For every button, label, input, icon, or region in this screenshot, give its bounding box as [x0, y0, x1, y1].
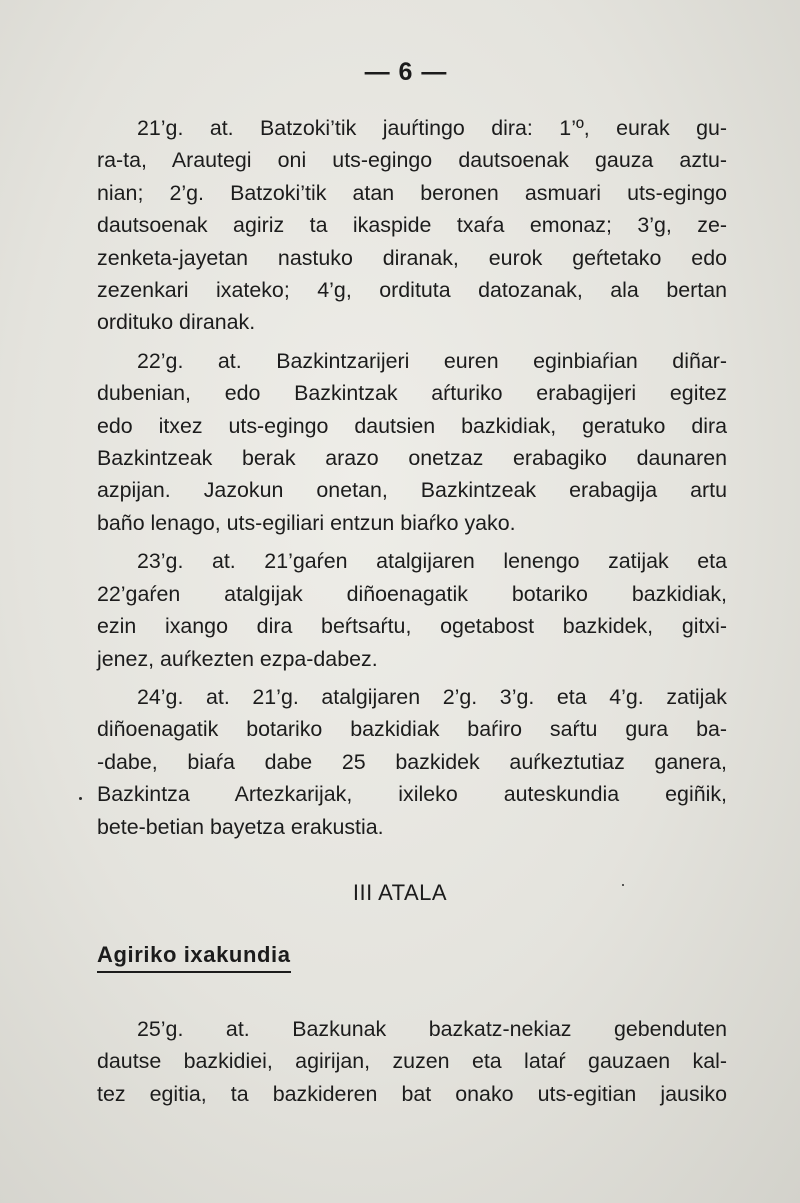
text-line: Bazkintzeak berak arazo onetzaz erabagiko daunaren [97, 446, 727, 471]
text-line: zenketa-jayetan nastuko diranak, eurok geŕtetako edo [97, 245, 727, 270]
subheading: Agiriko ixakundia [97, 942, 291, 973]
text-line: -dabe, biaŕa dabe 25 bazkidek auŕkeztutiaz ganera, [97, 749, 727, 774]
text-line: 21’g. at. Batzoki’tik jauŕtingo dira: 1’º, eurak gu- [137, 116, 727, 140]
article-21 [97, 112, 727, 339]
section-title: III ATALA [352, 880, 448, 905]
text-line: 22’gaŕen atalgijak diñoenagatik botariko bazkidiak, [97, 581, 727, 606]
text-line: ezin ixango dira beŕtsaŕtu, ogetabost bazkidek, gitxi- [97, 614, 727, 639]
text-line: 22’g. at. Bazkintzarijeri euren eginbiaŕian diñar- [137, 348, 727, 373]
text-line: 25’g. at. Bazkunak bazkatz-nekiaz gebenduten [137, 1017, 727, 1041]
text-line: tez egitia, ta bazkideren bat onako uts-egitian jausiko [97, 1081, 727, 1106]
text-line: dautse bazkidiei, agirijan, zuzen eta lataŕ gauzaen kal- [97, 1049, 727, 1074]
text-line: 24’g. at. 21’g. atalgijaren 2’g. 3’g. eta 4’g. zatijak [137, 684, 727, 709]
ink-speck [622, 884, 624, 886]
article-23 [97, 545, 727, 675]
article-24 [97, 681, 727, 843]
text-line: jenez, auŕkezten ezpa-dabez. [97, 646, 378, 671]
page-number: — 6 — [364, 58, 448, 86]
article-25 [97, 1013, 727, 1110]
final-article-block [97, 1013, 727, 1110]
text-line: baño lenago, uts-egiliari entzun biaŕko yako. [97, 510, 516, 535]
text-line: zezenkari ixateko; 4’g, ordituta datozanak, ala bertan [97, 278, 727, 303]
article-22 [97, 345, 727, 539]
text-line: nian; 2’g. Batzoki’tik atan beronen asmuari uts-egingo [97, 180, 727, 205]
text-line: dubenian, edo Bazkintzak aŕturiko erabagijeri egitez [97, 381, 727, 406]
text-line: diñoenagatik botariko bazkidiak baŕiro saŕtu gura ba- [97, 717, 727, 742]
text-line: Bazkintza Artezkarijak, ixileko auteskundia egiñik, [97, 782, 727, 807]
text-line: edo itxez uts-egingo dautsien bazkidiak, geratuko dira [97, 413, 727, 438]
text-line: bete-betian bayetza erakustia. [97, 814, 384, 839]
text-line: ra-ta, Arautegi oni uts-egingo dautsoenak gauza aztu- [97, 148, 727, 173]
text-line: 23’g. at. 21’gaŕen atalgijaren lenengo zatijak eta [137, 549, 727, 574]
ink-speck [79, 797, 82, 800]
text-line: dautsoenak agiriz ta ikaspide txaŕa emonaz; 3’g, ze- [97, 213, 727, 238]
articles-block [97, 112, 727, 849]
text-line: ordituko diranak. [97, 310, 256, 335]
text-line: azpijan. Jazokun onetan, Bazkintzeak erabagija artu [97, 478, 727, 503]
